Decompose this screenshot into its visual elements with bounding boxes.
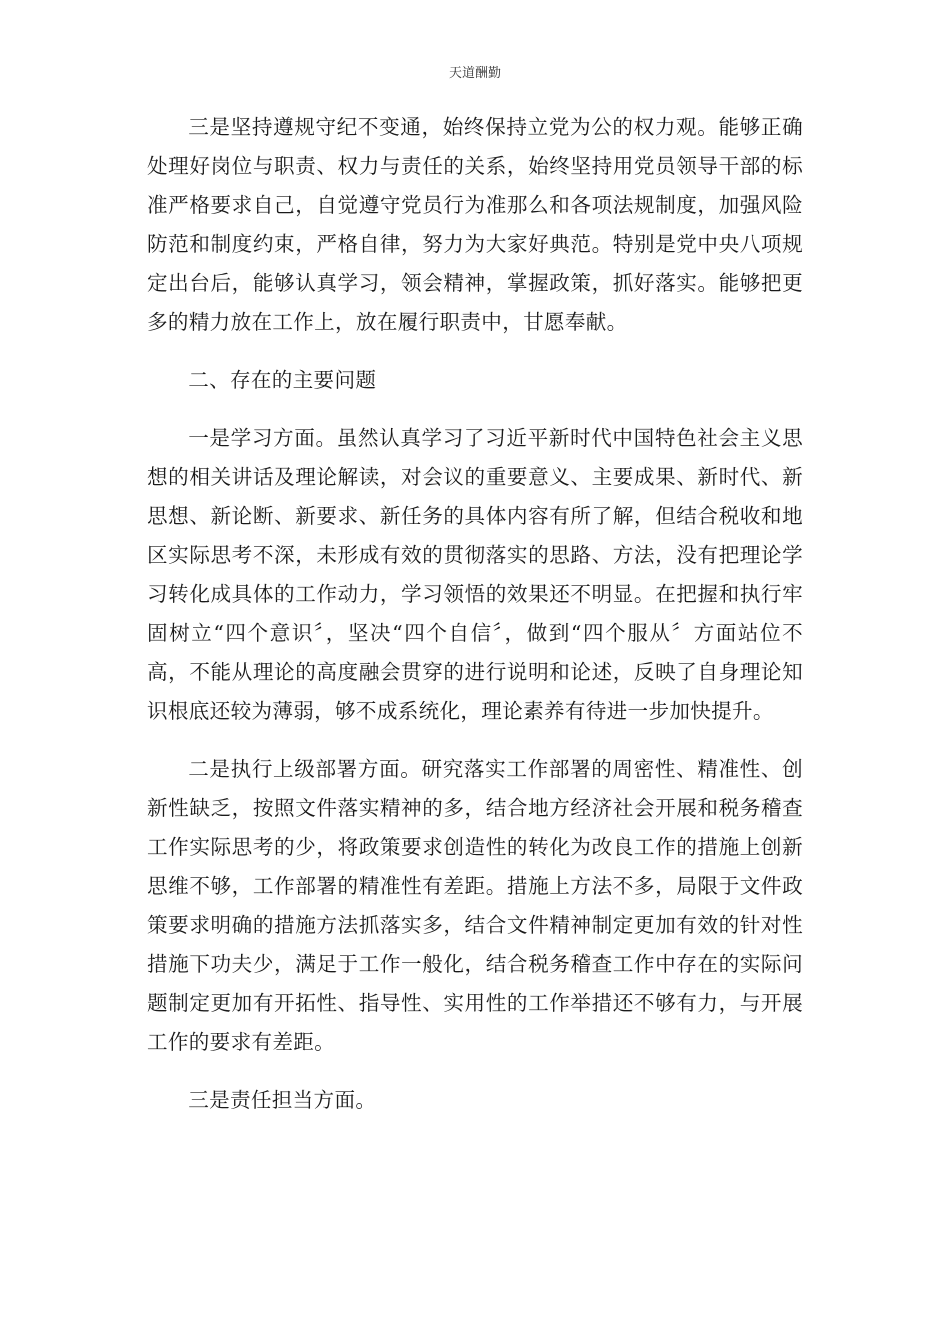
paragraph-execution: 二是执行上级部署方面。研究落实工作部署的周密性、精准性、创新性缺乏，按照文件落实精神的多，结合地方经济社会开展和税务稽查工作实际思考的少，将政策要求创造性的转化为改良工作的措施上创新思维不够，工作部署的精准性有差距。措施上方法不多，局限于文件政策要求明确的措施方法抓落实多，结合文件精神制定更加有效的针对性措施下功夫少，满足于工作一般化，结合税务稽查工作中存在的实际问题制定更加有开拓性、指导性、实用性的工作举措还不够有力，与开展工作的要求有差距。 — [147, 757, 803, 1054]
page-header: 天道酬勤 — [448, 66, 501, 81]
paragraph-discipline: 三是坚持遵规守纪不变通，始终保持立党为公的权力观。能够正确处理好岗位与职责、权力与责任的关系，始终坚持用党员领导干部的标准严格要求自己，自觉遵守党员行为准那么和各项法规制度，加强风险防范和制度约束，严格自律，努力为大家好典范。特别是党中央八项规定出台后，能够认真学习，领会精神，掌握政策，抓好落实。能够把更多的精力放在工作上，放在履行职责中，甘愿奉献。 — [147, 115, 803, 334]
document-body — [147, 108, 803, 1139]
paragraph-responsibility: 三是责任担当方面。 — [188, 1088, 377, 1112]
section-heading-main-problems: 二、存在的主要问题 — [188, 368, 377, 392]
paragraph-study: 一是学习方面。虽然认真学习了习近平新时代中国特色社会主义思想的相关讲话及理论解读，对会议的重要意义、主要成果、新时代、新思想、新论断、新要求、新任务的具体内容有所了解，但结合税收和地区实际思考不深，未形成有效的贯彻落实的思路、方法，没有把理论学习转化成具体的工作动力，学习领悟的效果还不明显。在把握和执行牢固树立“四个意识〞，坚决“四个自信〞，做到“四个服从〞方面站位不高，不能从理论的高度融会贯穿的进行说明和论述，反映了自身理论知识根底还较为薄弱，够不成系统化，理论素养有待进一步加快提升。 — [147, 426, 803, 723]
